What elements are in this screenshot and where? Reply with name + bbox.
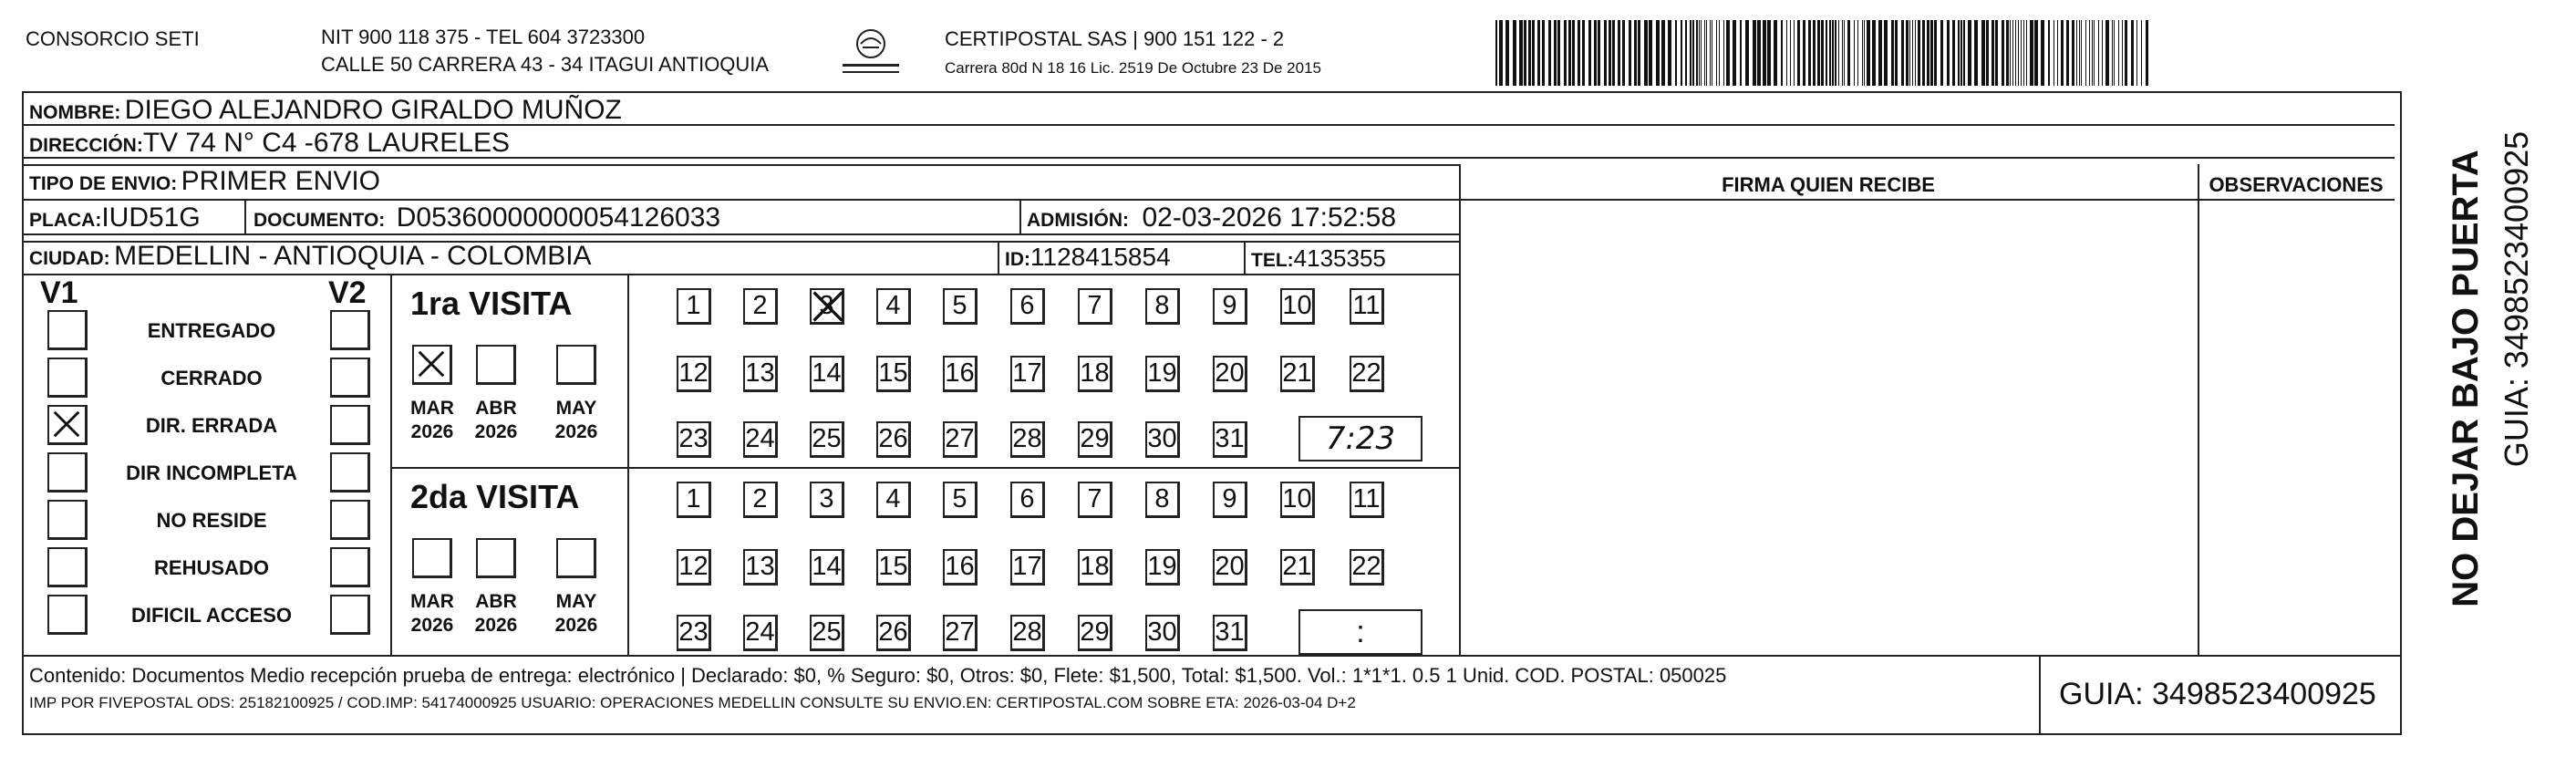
address-line: CALLE 50 CARRERA 43 - 34 ITAGUI ANTIOQUIA	[321, 53, 770, 76]
day-box[interactable]	[743, 288, 778, 325]
day-box[interactable]	[1213, 549, 1247, 586]
x-mark-icon	[49, 407, 84, 441]
day-number: 10	[1282, 484, 1312, 513]
day-box[interactable]	[1010, 356, 1045, 392]
day-number: 2	[752, 291, 768, 320]
day-box[interactable]	[1078, 421, 1112, 458]
placa-value: IUD51G	[101, 202, 201, 233]
day-box[interactable]	[1145, 356, 1180, 392]
day-box[interactable]	[1213, 421, 1247, 458]
day-box[interactable]	[876, 421, 911, 458]
day-number: 3	[819, 484, 834, 513]
day-box[interactable]	[1145, 288, 1180, 325]
day-box[interactable]	[1213, 288, 1247, 325]
day-box[interactable]	[677, 356, 711, 392]
v2-checkbox[interactable]	[330, 405, 370, 445]
visit-title: 1ra VISITA	[410, 285, 573, 322]
observaciones-header: OBSERVACIONES	[2209, 173, 2384, 196]
day-box[interactable]	[1350, 356, 1384, 392]
tel-value: 4135355	[1293, 244, 1386, 272]
day-number: 10	[1282, 291, 1312, 320]
direccion-label: DIRECCIÓN:	[29, 135, 143, 156]
admision-row	[1027, 204, 1396, 232]
day-number: 28	[1012, 617, 1042, 647]
day-box[interactable]	[1010, 549, 1045, 586]
v1-checkbox[interactable]	[47, 405, 88, 445]
v2-checkbox[interactable]	[330, 500, 370, 540]
id-label: ID:	[1005, 249, 1030, 270]
day-box[interactable]	[1145, 549, 1180, 586]
day-number: 27	[945, 617, 975, 647]
day-number: 31	[1215, 617, 1245, 647]
side-guia: GUIA: 3498523400925	[2498, 130, 2535, 468]
day-box[interactable]	[1350, 549, 1384, 586]
status-label: DIR INCOMPLETA	[126, 461, 297, 484]
day-number: 8	[1154, 484, 1170, 513]
month-label: ABR	[475, 591, 517, 612]
day-number: 5	[952, 484, 967, 513]
day-box[interactable]	[876, 288, 911, 325]
day-number: 26	[878, 617, 908, 647]
day-number: 20	[1215, 358, 1245, 388]
day-box[interactable]	[1145, 482, 1180, 518]
month-checkbox[interactable]	[556, 538, 596, 578]
day-box[interactable]	[810, 356, 844, 392]
direccion-row	[29, 130, 510, 157]
day-box[interactable]	[943, 356, 978, 392]
nit-line: NIT 900 118 375 - TEL 604 3723300	[321, 26, 646, 48]
v1-checkbox[interactable]	[47, 358, 88, 398]
day-box[interactable]	[1010, 482, 1045, 518]
certipostal-line: CERTIPOSTAL SAS | 900 151 122 - 2	[945, 27, 1285, 50]
day-number: 1	[686, 484, 701, 513]
day-number: 24	[745, 424, 775, 453]
day-number: 18	[1080, 358, 1110, 388]
month-label: MAR	[410, 398, 454, 419]
v1-checkbox[interactable]	[47, 595, 88, 635]
year-label: 2026	[554, 421, 598, 442]
day-box[interactable]	[876, 549, 911, 586]
day-number: 29	[1080, 424, 1110, 453]
day-number: 15	[878, 358, 908, 388]
day-number: 11	[1352, 484, 1381, 513]
day-box[interactable]	[1145, 421, 1180, 458]
status-label: REHUSADO	[154, 556, 269, 579]
v2-label: V2	[328, 275, 367, 310]
v2-checkbox[interactable]	[330, 310, 370, 350]
day-number: 31	[1215, 424, 1245, 453]
no-dejar-bajo-puerta: NO DEJAR BAJO PUERTA	[2446, 150, 2486, 607]
day-number: 6	[1019, 484, 1035, 513]
day-box[interactable]	[943, 615, 978, 651]
license-line: Carrera 80d N 18 16 Lic. 2519 De Octubre 23 De 2015	[945, 59, 1321, 77]
day-box[interactable]	[1010, 615, 1045, 651]
certipostal-logo-icon	[839, 26, 903, 78]
day-box[interactable]	[810, 421, 844, 458]
day-box[interactable]	[1213, 482, 1247, 518]
contenido-line: Contenido: Documentos Medio recepción prueba de entrega: electrónico | Declarado: $0, % Seguro: $0, Otros: $0, Flete: $1,500, Total: $1,500. Vol.: 1*1*1. 0.5 1 Unid. COD. POSTAL: 050025	[29, 664, 1727, 687]
documento-row	[253, 204, 720, 232]
day-number: 15	[878, 552, 908, 581]
day-number: 24	[745, 617, 775, 647]
day-box[interactable]	[876, 615, 911, 651]
day-number: 23	[678, 617, 709, 647]
day-number: 7	[1087, 291, 1102, 320]
month-checkbox[interactable]	[556, 345, 596, 385]
day-box[interactable]	[743, 356, 778, 392]
day-number: 1	[686, 291, 701, 320]
visit-time-field[interactable]: 7:23	[1298, 416, 1422, 461]
month-label: MAR	[410, 591, 454, 612]
day-box[interactable]	[1350, 482, 1384, 518]
day-number: 17	[1012, 552, 1042, 581]
tipo-row	[29, 168, 380, 195]
day-number: 30	[1147, 424, 1177, 453]
visit-time-field[interactable]: :	[1298, 609, 1422, 655]
id-row	[1005, 244, 1171, 270]
day-box[interactable]	[876, 356, 911, 392]
barcode	[1495, 20, 2152, 86]
v2-checkbox[interactable]	[330, 452, 370, 493]
month-checkbox[interactable]	[476, 345, 516, 385]
day-box[interactable]	[1078, 482, 1112, 518]
day-number: 12	[678, 552, 709, 581]
tel-row	[1251, 246, 1386, 270]
month-checkbox[interactable]	[412, 345, 452, 385]
day-box[interactable]	[1280, 549, 1315, 586]
day-number: 22	[1351, 358, 1381, 388]
day-box[interactable]	[743, 482, 778, 518]
day-box[interactable]	[1350, 288, 1384, 325]
day-box[interactable]	[677, 482, 711, 518]
day-box[interactable]	[1010, 421, 1045, 458]
imp-line: IMP POR FIVEPOSTAL ODS: 25182100925 / COD.IMP: 54174000925 USUARIO: OPERACIONES MEDELLIN CONSULTE SU ENVIO.EN: CERTIPOSTAL.COM SOBRE ETA: 2026-03-04 D+2	[29, 694, 1356, 711]
day-box[interactable]	[810, 288, 844, 325]
v1-checkbox[interactable]	[47, 547, 88, 587]
firma-header: FIRMA QUIEN RECIBE	[1722, 173, 1935, 196]
tipo-label: TIPO DE ENVIO:	[29, 173, 178, 194]
nombre-label: NOMBRE:	[29, 102, 121, 123]
month-label: ABR	[475, 398, 517, 419]
day-box[interactable]	[1078, 356, 1112, 392]
day-box[interactable]	[876, 482, 911, 518]
day-box[interactable]	[677, 549, 711, 586]
day-box[interactable]	[1078, 549, 1112, 586]
status-label: ENTREGADO	[147, 319, 276, 342]
status-label: NO RESIDE	[156, 509, 267, 532]
day-box[interactable]	[743, 615, 778, 651]
day-number: 30	[1147, 617, 1177, 647]
status-label: DIR. ERRADA	[145, 414, 278, 437]
year-label: 2026	[410, 421, 454, 442]
day-number: 4	[885, 291, 901, 320]
guia-footer: GUIA: 3498523400925	[2059, 677, 2376, 711]
day-number: 3	[819, 291, 834, 320]
day-number: 23	[678, 424, 709, 453]
day-box[interactable]	[1078, 615, 1112, 651]
day-box[interactable]	[743, 549, 778, 586]
day-number: 2	[752, 484, 768, 513]
day-box[interactable]	[1280, 482, 1315, 518]
month-checkbox[interactable]	[476, 538, 516, 578]
day-number: 26	[878, 424, 908, 453]
ciudad-label: CIUDAD:	[29, 248, 110, 269]
day-number: 6	[1019, 291, 1035, 320]
day-number: 19	[1147, 358, 1177, 388]
v1-checkbox[interactable]	[47, 500, 88, 540]
day-number: 17	[1012, 358, 1042, 388]
status-label: DIFICIL ACCESO	[130, 604, 292, 627]
year-label: 2026	[474, 421, 518, 442]
admision-label: ADMISIÓN:	[1027, 210, 1129, 231]
day-box[interactable]	[1280, 288, 1315, 325]
v2-checkbox[interactable]	[330, 595, 370, 635]
company-name: CONSORCIO SETI	[26, 27, 200, 50]
month-checkbox[interactable]	[412, 538, 452, 578]
day-box[interactable]	[1010, 288, 1045, 325]
day-number: 8	[1154, 291, 1170, 320]
year-label: 2026	[410, 615, 454, 636]
year-label: 2026	[554, 615, 598, 636]
day-number: 9	[1222, 291, 1237, 320]
month-label: MAY	[555, 591, 597, 612]
day-box[interactable]	[1213, 356, 1247, 392]
day-number: 13	[745, 358, 775, 388]
documento-label: DOCUMENTO:	[253, 210, 386, 231]
day-box[interactable]	[810, 615, 844, 651]
v1-checkbox[interactable]	[47, 452, 88, 493]
day-box[interactable]	[1213, 615, 1247, 651]
day-box[interactable]	[943, 288, 978, 325]
month-label: MAY	[555, 398, 597, 419]
day-number: 9	[1222, 484, 1237, 513]
year-label: 2026	[474, 615, 518, 636]
day-number: 25	[812, 617, 842, 647]
direccion-value: TV 74 N° C4 -678 LAURELES	[142, 128, 511, 158]
day-number: 27	[945, 424, 975, 453]
ciudad-row	[29, 243, 592, 270]
day-box[interactable]	[677, 288, 711, 325]
day-number: 12	[678, 358, 709, 388]
day-number: 13	[745, 552, 775, 581]
day-number: 16	[945, 358, 975, 388]
day-box[interactable]	[810, 482, 844, 518]
documento-value: D05360000000054126033	[396, 202, 721, 233]
admision-value: 02-03-2026 17:52:58	[1142, 202, 1397, 233]
day-box[interactable]	[677, 615, 711, 651]
id-value: 1128415854	[1030, 243, 1171, 271]
nombre-value: DIEGO ALEJANDRO GIRALDO MUÑOZ	[124, 95, 622, 125]
day-number: 14	[812, 552, 842, 581]
status-label: CERRADO	[160, 367, 263, 389]
day-number: 29	[1080, 617, 1110, 647]
day-number: 4	[885, 484, 901, 513]
v1-label: V1	[40, 275, 78, 310]
certipostal-logo	[839, 26, 903, 78]
day-box[interactable]	[810, 549, 844, 586]
ciudad-value: MEDELLIN - ANTIOQUIA - COLOMBIA	[114, 241, 592, 271]
day-box[interactable]	[943, 549, 978, 586]
nombre-row	[29, 97, 622, 124]
day-number: 7	[1087, 484, 1102, 513]
day-number: 11	[1352, 291, 1381, 320]
day-number: 21	[1282, 552, 1312, 581]
day-box[interactable]	[1280, 356, 1315, 392]
day-number: 16	[945, 552, 975, 581]
day-number: 21	[1282, 358, 1312, 388]
day-number: 22	[1351, 552, 1381, 581]
day-box[interactable]	[743, 421, 778, 458]
day-box[interactable]	[943, 421, 978, 458]
v2-checkbox[interactable]	[330, 547, 370, 587]
day-number: 19	[1147, 552, 1177, 581]
day-number: 25	[812, 424, 842, 453]
x-mark-icon	[414, 347, 449, 381]
day-number: 20	[1215, 552, 1245, 581]
tipo-value: PRIMER ENVIO	[181, 166, 381, 196]
day-box[interactable]	[1078, 288, 1112, 325]
tel-label: TEL:	[1251, 250, 1294, 271]
day-number: 5	[952, 291, 967, 320]
day-box[interactable]	[943, 482, 978, 518]
visit-title: 2da VISITA	[410, 478, 580, 515]
day-box[interactable]	[1145, 615, 1180, 651]
v1-checkbox[interactable]	[47, 310, 88, 350]
placa-label: PLACA:	[29, 210, 102, 231]
v2-checkbox[interactable]	[330, 358, 370, 398]
day-number: 14	[812, 358, 842, 388]
day-number: 18	[1080, 552, 1110, 581]
placa-row	[29, 204, 201, 232]
day-box[interactable]	[677, 421, 711, 458]
day-number: 28	[1012, 424, 1042, 453]
